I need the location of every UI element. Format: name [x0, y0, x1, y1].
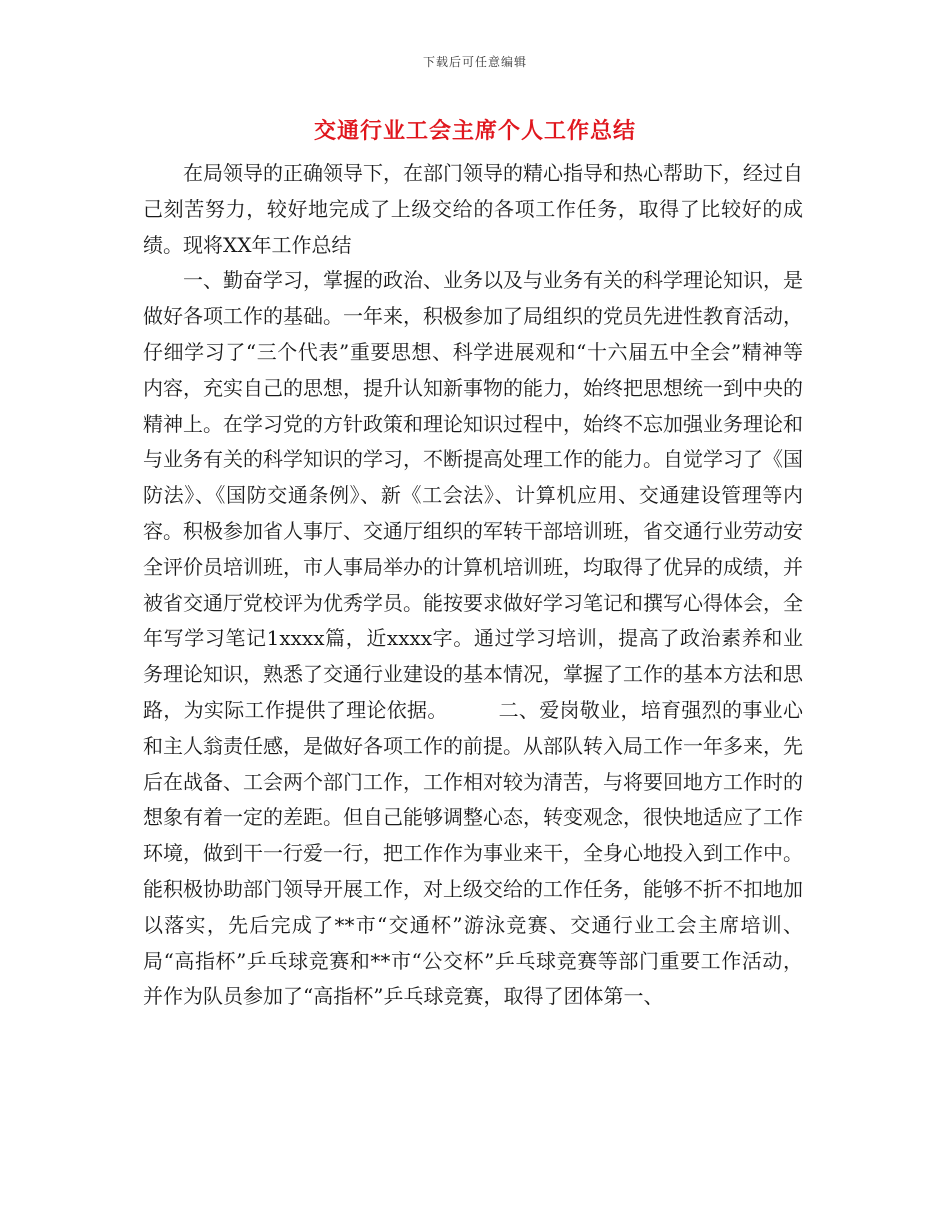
paragraph-main: 一、勤奋学习，掌握的政治、业务以及与业务有关的科学理论知识，是做好各项工作的基础。一年来，积极参加了局组织的党员先进性教育活动，仔细学习了“三个代表”重要思想、科学进展观和“十六届五中全会”精神等内容，充实自己的思想，提升认知新事物的能力，始终把思想统一到中央的精神上。在学习党的方针政策和理论知识过程中，始终不忘加强业务理论和与业务有关的科学知识的学习，不断提高处理工作的能力。自觉学习了《国防法》、《国防交通条例》、新《工会法》、计算机应用、交通建设管理等内容。积极参加省人事厅、交通厅组织的军转干部培训班，省交通行业劳动安全评价员培训班，市人事局举办的计算机培训班，均取得了优异的成绩，并被省交通厅党校评为优秀学员。能按要求做好学习笔记和撰写心得体会，全年写学习笔记1xxxx篇，近xxxx字。通过学习培训，提高了政治素养和业务理论知识，熟悉了交通行业建设的基本情况，掌握了工作的基本方法和思路，为实际工作提供了理论依据。 二、爱岗敬业，培育强烈的事业心和主人翁责任感，是做好各项工作的前提。从部队转入局工作一年多来，先后在战备、工会两个部门工作，工作相对较为清苦，与将要回地方工作时的想象有着一定的差距。但自己能够调整心态，转变观念，很快地适应了工作环境，做到干一行爱一行，把工作作为事业来干，全身心地投入到工作中。能积极协助部门领导开展工作，对上级交给的工作任务，能够不折不扣地加以落实，先后完成了**市“交通杯”游泳竞赛、交通行业工会主席培训、局“高指杯”乒乓球竞赛和**市“公交杯”乒乓球竞赛等部门重要工作活动，并作为队员参加了“高指杯”乒乓球竞赛，取得了团体第一、: [143, 268, 803, 1009]
document-body: [143, 156, 803, 1015]
document-title: 交通行业工会主席个人工作总结: [313, 118, 636, 144]
header-note: 下载后可任意编辑: [422, 55, 527, 69]
paragraph-intro: 在局领导的正确领导下，在部门领导的精心指导和热心帮助下，经过自己刻苦努力，较好地完成了上级交给的各项工作任务，取得了比较好的成绩。现将XX年工作总结: [143, 161, 803, 257]
